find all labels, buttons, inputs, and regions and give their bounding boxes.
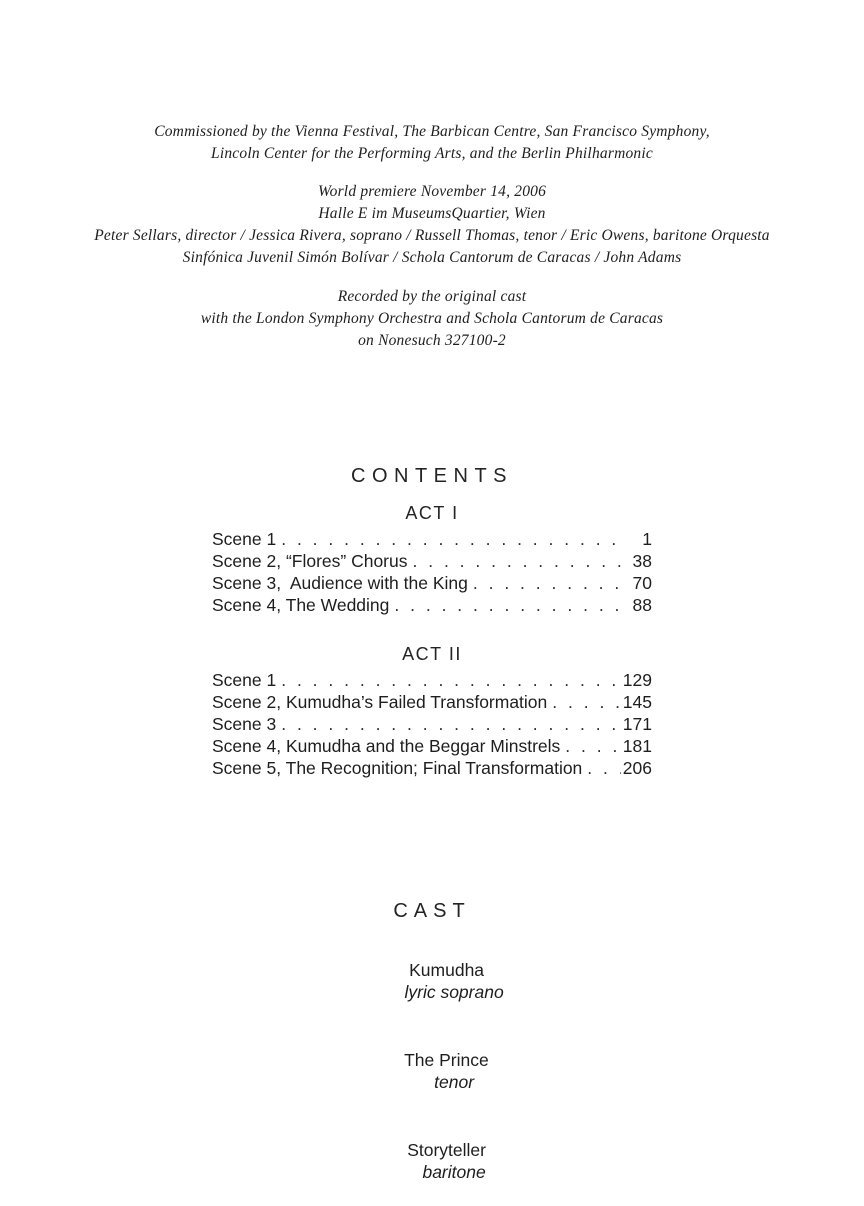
commission-block [0,0,864,165]
toc-scene-title: Scene 2, “Flores” Chorus [212,551,408,571]
act-2-toc [212,669,652,779]
toc-scene-title: Scene 5, The Recognition; Final Transformation [212,758,583,778]
dot-leader [281,669,621,691]
recording-line-2: with the London Symphony Orchestra and Schola Cantorum de Caracas [200,310,664,327]
dot-leader [587,757,621,779]
toc-page-number: 38 [632,551,652,571]
commission-line-2: Lincoln Center for the Performing Arts, and the Berlin Philharmonic [211,145,653,162]
premiere-line-3: Peter Sellars, director / Jessica Rivera, soprano / Russell Thomas, tenor / Eric Owens, baritone Orquesta [94,227,770,244]
cast-role: Storyteller [407,1139,486,1160]
toc-page-number: 145 [622,692,652,712]
dot-leader [413,550,622,572]
cast-role: Kumudha [409,959,485,980]
toc-scene-title: Scene 3 [212,714,277,734]
cast-voice: baritone [422,1162,486,1182]
toc-scene-title: Scene 4, The Wedding [212,595,390,615]
toc-row [212,572,652,594]
toc-row [212,691,652,713]
cast-voice: lyric soprano [404,982,504,1002]
toc-row [212,735,652,757]
dot-leader [281,713,621,735]
toc-page-number: 181 [622,736,652,756]
toc-row [212,594,652,616]
cast-row [0,1116,864,1206]
cast-voice: tenor [434,1072,475,1092]
dot-leader [473,572,621,594]
recording-line-3: on Nonesuch 327100-2 [358,332,506,349]
toc-scene-title: Scene 1 [212,670,277,690]
toc-row [212,757,652,779]
toc-row [212,528,652,550]
dot-leader [394,594,621,616]
cast-list [0,936,864,1206]
toc-scene-title: Scene 1 [212,529,277,549]
toc-page-number: 70 [632,573,652,593]
act-1-toc [212,528,652,616]
act-2-label: ACT II [402,644,462,664]
dot-leader [552,691,621,713]
toc-page-number: 1 [642,529,652,549]
act-2-section [0,642,864,779]
act-1-section [0,501,864,616]
contents-heading: CONTENTS [351,465,513,487]
premiere-line-4: Sinfónica Juvenil Simón Bolívar / Schola Cantorum de Caracas / John Adams [182,249,682,266]
toc-page-number: 129 [622,670,652,690]
premiere-block [0,181,864,269]
toc-row [212,669,652,691]
toc-scene-title: Scene 4, Kumudha and the Beggar Minstrels [212,736,561,756]
premiere-line-2: Halle E im MuseumsQuartier, Wien [318,205,546,222]
act-1-label: ACT I [405,503,459,523]
toc-row [212,550,652,572]
recording-line-1: Recorded by the original cast [337,288,527,305]
toc-page-number: 171 [622,714,652,734]
dot-leader [565,735,621,757]
toc-scene-title: Scene 3, Audience with the King [212,573,468,593]
cast-role: The Prince [404,1049,489,1070]
recording-block [0,286,864,352]
cast-row [0,936,864,1026]
commission-line-1: Commissioned by the Vienna Festival, The Barbican Centre, San Francisco Symphony, [154,123,710,140]
dot-leader [281,528,621,550]
toc-page-number: 88 [632,595,652,615]
toc-row [212,713,652,735]
premiere-line-1: World premiere November 14, 2006 [317,183,547,200]
toc-page-number: 206 [622,758,652,778]
toc-scene-title: Scene 2, Kumudha’s Failed Transformation [212,692,548,712]
cast-row [0,1026,864,1116]
cast-heading: CAST [393,900,471,922]
